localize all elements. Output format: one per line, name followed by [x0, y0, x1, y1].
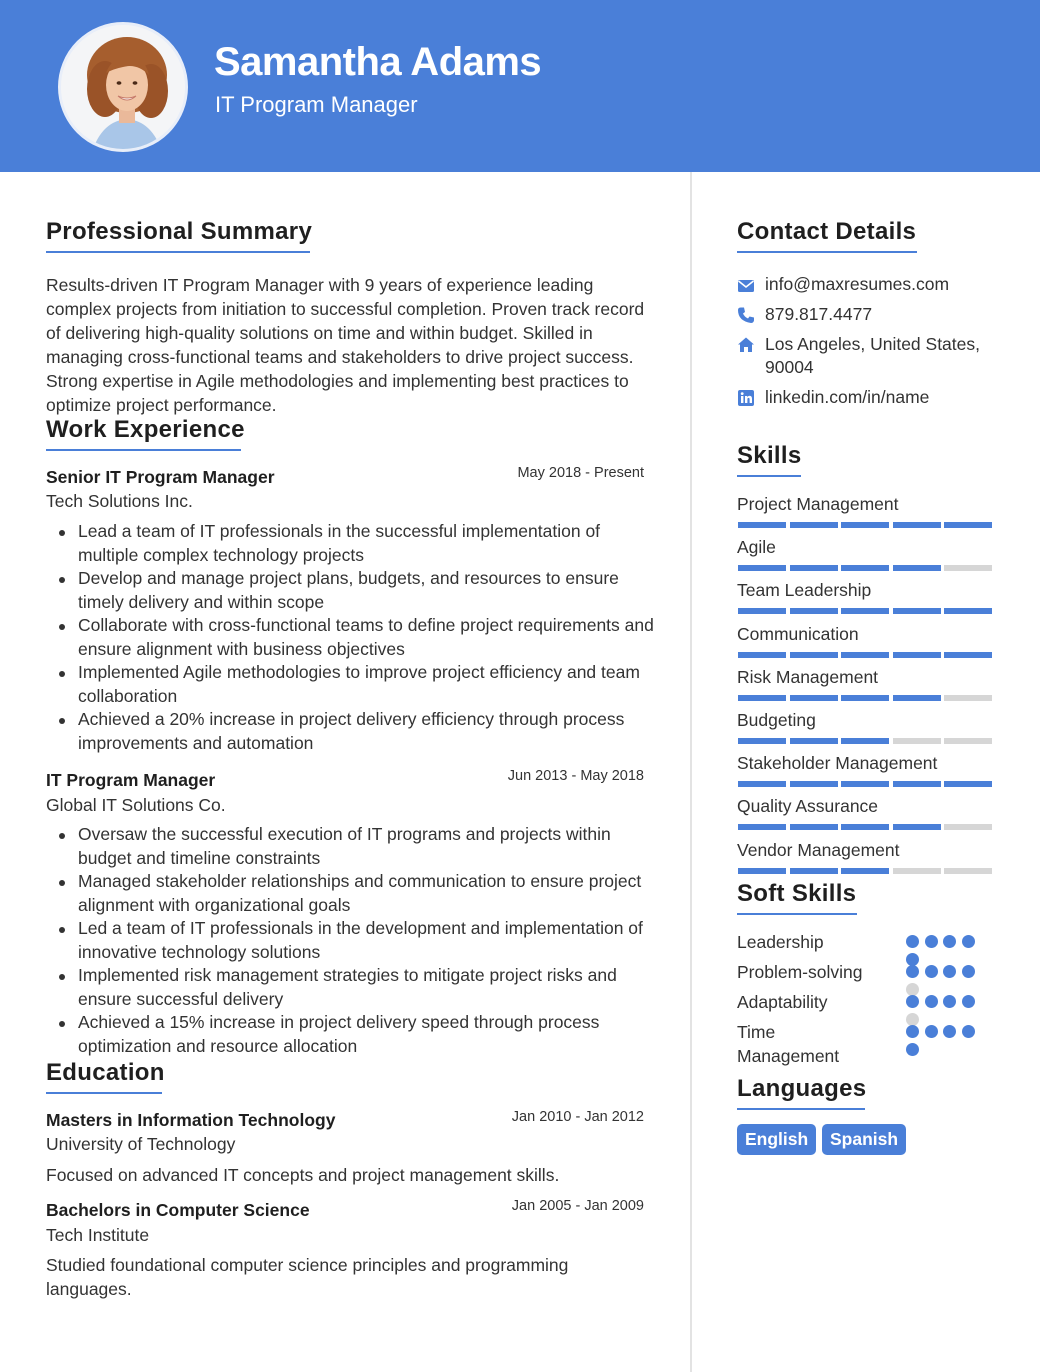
contact-address: Los Angeles, United States, 90004 [765, 334, 980, 377]
skill-level-segment [944, 522, 992, 528]
degree-date: Jan 2005 - Jan 2009 [511, 1198, 644, 1214]
job-bullet: Achieved a 20% increase in project delivery efficiency through process improvements and automation [46, 708, 656, 755]
skill-level-segment [893, 781, 941, 787]
resume-header [0, 0, 1040, 172]
skill-level-segment [738, 695, 786, 701]
soft-skill-dot [943, 995, 956, 1008]
soft-skill-dot [962, 995, 975, 1008]
soft-skill-name: Leadership [737, 932, 824, 952]
skill-level-segment [738, 824, 786, 830]
skill-level-segment [790, 652, 838, 658]
heading-underline [46, 449, 241, 451]
soft-skill-dot [906, 965, 919, 978]
skill-level-bar [738, 608, 993, 614]
skills-heading [737, 442, 802, 470]
column-divider [690, 172, 692, 1372]
language-badge: Spanish [822, 1124, 906, 1155]
skills-heading-text: Skills [737, 442, 802, 469]
skill-level-segment [841, 522, 889, 528]
skill-level-bar [738, 565, 993, 571]
languages-heading [737, 1075, 866, 1103]
skill-level-bar [738, 738, 993, 744]
skill-level-segment [944, 695, 992, 701]
skill-level-segment [841, 868, 889, 874]
skill-level-segment [893, 608, 941, 614]
skill-level-segment [790, 608, 838, 614]
soft-skill-name: Adaptability [737, 992, 828, 1012]
job-bullet: Oversaw the successful execution of IT programs and projects within budget and timeline constraints [46, 823, 656, 870]
heading-underline [737, 475, 801, 477]
soft-skill-name: Time Management [737, 1022, 840, 1066]
skill-level-segment [738, 608, 786, 614]
job-bullet: Implemented Agile methodologies to improve project efficiency and team collaboration [46, 661, 656, 708]
skill-level-segment [893, 824, 941, 830]
skill-level-segment [893, 868, 941, 874]
job-bullet: Implemented risk management strategies to mitigate project risks and ensure successful delivery [46, 964, 656, 1011]
skill-level-segment [738, 565, 786, 571]
soft-skill-dot [925, 1025, 938, 1038]
skill-level-bar [738, 868, 993, 874]
summary-heading-text: Professional Summary [46, 218, 313, 245]
heading-underline [737, 913, 857, 915]
skill-level-segment [738, 868, 786, 874]
soft-skill-dot [943, 1025, 956, 1038]
job-date: May 2018 - Present [517, 465, 644, 481]
skill-name: Agile [737, 537, 776, 558]
skill-level-segment [944, 565, 992, 571]
skill-level-bar [738, 695, 993, 701]
skill-level-bar [738, 781, 993, 787]
job-company: Global IT Solutions Co. [46, 795, 226, 815]
degree-description: Focused on advanced IT concepts and project management skills. [46, 1165, 560, 1185]
job-company: Tech Solutions Inc. [46, 491, 193, 511]
heading-underline [737, 251, 917, 253]
skill-name: Communication [737, 623, 859, 644]
contact-heading [737, 218, 916, 246]
soft-skill-dot [943, 965, 956, 978]
job-bullet: Collaborate with cross-functional teams to define project requirements and ensure alignment with business objectives [46, 614, 656, 661]
skill-level-segment [944, 868, 992, 874]
soft-skill-dot [906, 1043, 919, 1056]
school-name: University of Technology [46, 1134, 236, 1154]
job-bullets [46, 520, 656, 755]
job-bullets [46, 823, 656, 1058]
job-bullet: Led a team of IT professionals in the development and implementation of innovative technology solutions [46, 917, 656, 964]
profile-photo [58, 22, 188, 152]
skill-name: Team Leadership [737, 580, 872, 601]
degree-title: Bachelors in Computer Science [46, 1200, 310, 1220]
soft-skill-dot [925, 965, 938, 978]
soft-skills-heading [737, 880, 856, 908]
skill-name: Budgeting [737, 710, 816, 730]
skill-name: Risk Management [737, 666, 879, 687]
language-badge: English [737, 1124, 816, 1155]
soft-skill-dot [906, 935, 919, 948]
education-heading-text: Education [46, 1059, 165, 1086]
soft-skill-dot [962, 935, 975, 948]
skill-level-segment [893, 695, 941, 701]
skill-level-segment [790, 565, 838, 571]
skill-name: Quality Assurance [737, 796, 879, 817]
skill-level-segment [893, 522, 941, 528]
summary-heading [46, 218, 312, 246]
skill-level-segment [738, 781, 786, 787]
contact-heading-text: Contact Details [737, 218, 917, 245]
skill-level-segment [738, 652, 786, 658]
skill-level-bar [738, 522, 993, 528]
skill-level-segment [841, 608, 889, 614]
home-icon [737, 336, 755, 354]
languages-heading-text: Languages [737, 1075, 867, 1102]
job-title: Senior IT Program Manager [46, 467, 275, 487]
skill-level-segment [893, 565, 941, 571]
profile-photo-graphic [61, 25, 188, 152]
envelope-icon [737, 277, 755, 295]
soft-skills-heading-text: Soft Skills [737, 880, 857, 907]
skill-level-bar [738, 652, 993, 658]
skill-level-segment [738, 738, 786, 744]
contact-linkedin[interactable]: linkedin.com/in/name [765, 387, 930, 407]
skill-level-segment [790, 868, 838, 874]
skill-level-segment [944, 652, 992, 658]
skill-name: Stakeholder Management [737, 753, 938, 774]
skill-level-segment [841, 565, 889, 571]
skill-level-segment [841, 738, 889, 744]
skill-level-segment [944, 608, 992, 614]
job-date: Jun 2013 - May 2018 [507, 768, 644, 784]
skill-level-segment [790, 738, 838, 744]
skill-level-segment [790, 522, 838, 528]
experience-heading [46, 416, 245, 444]
skill-level-segment [841, 652, 889, 658]
skill-level-segment [790, 824, 838, 830]
skill-level-segment [841, 824, 889, 830]
job-bullet: Develop and manage project plans, budgets, and resources to ensure timely delivery and within scope [46, 567, 656, 614]
heading-underline [46, 251, 310, 253]
soft-skill-name: Problem-solving [737, 962, 863, 982]
job-bullet: Lead a team of IT professionals in the successful implementation of multiple complex technology projects [46, 520, 656, 567]
job-bullet: Managed stakeholder relationships and communication to ensure project alignment with organizational goals [46, 870, 656, 917]
skill-level-segment [893, 738, 941, 744]
skill-level-segment [841, 695, 889, 701]
heading-underline [46, 1092, 162, 1094]
heading-underline [737, 1108, 865, 1110]
soft-skill-dot [925, 935, 938, 948]
skill-level-segment [944, 781, 992, 787]
soft-skill-dot [906, 995, 919, 1008]
skill-level-segment [944, 824, 992, 830]
contact-phone[interactable]: 879.817.4477 [765, 304, 873, 324]
contact-email[interactable]: info@maxresumes.com [765, 274, 950, 294]
skill-level-segment [841, 781, 889, 787]
skill-name: Project Management [737, 494, 899, 514]
candidate-title: IT Program Manager [215, 92, 418, 117]
summary-text: Results-driven IT Program Manager with 9 years of experience leading complex projects from initiation to successful completion. Proven track record of delivering high-quality solutions on time and within budget. Skilled in managing cross-functional teams and stakeholders to drive project success. Strong expertise in Agile methodologies and implementing best practices to optimize project performance. [46, 275, 645, 415]
skill-level-segment [944, 738, 992, 744]
degree-title: Masters in Information Technology [46, 1110, 336, 1130]
education-heading [46, 1059, 165, 1087]
soft-skill-dot [943, 935, 956, 948]
job-title: IT Program Manager [46, 770, 216, 790]
skill-level-segment [738, 522, 786, 528]
experience-heading-text: Work Experience [46, 416, 245, 443]
soft-skill-dot [962, 1025, 975, 1038]
degree-description: Studied foundational computer science principles and programming languages. [46, 1255, 569, 1299]
skill-level-segment [790, 695, 838, 701]
degree-date: Jan 2010 - Jan 2012 [511, 1109, 644, 1125]
job-bullet: Achieved a 15% increase in project delivery speed through process optimization and resource allocation [46, 1011, 656, 1058]
skill-level-bar [738, 824, 993, 830]
soft-skill-dot [906, 1025, 919, 1038]
school-name: Tech Institute [46, 1225, 150, 1245]
skill-level-segment [790, 781, 838, 787]
linkedin-icon [737, 389, 755, 407]
skill-level-segment [893, 652, 941, 658]
candidate-name: Samantha Adams [214, 40, 542, 84]
soft-skill-dot [925, 995, 938, 1008]
phone-icon [737, 306, 755, 324]
soft-skill-dot [962, 965, 975, 978]
skill-name: Vendor Management [737, 839, 900, 860]
